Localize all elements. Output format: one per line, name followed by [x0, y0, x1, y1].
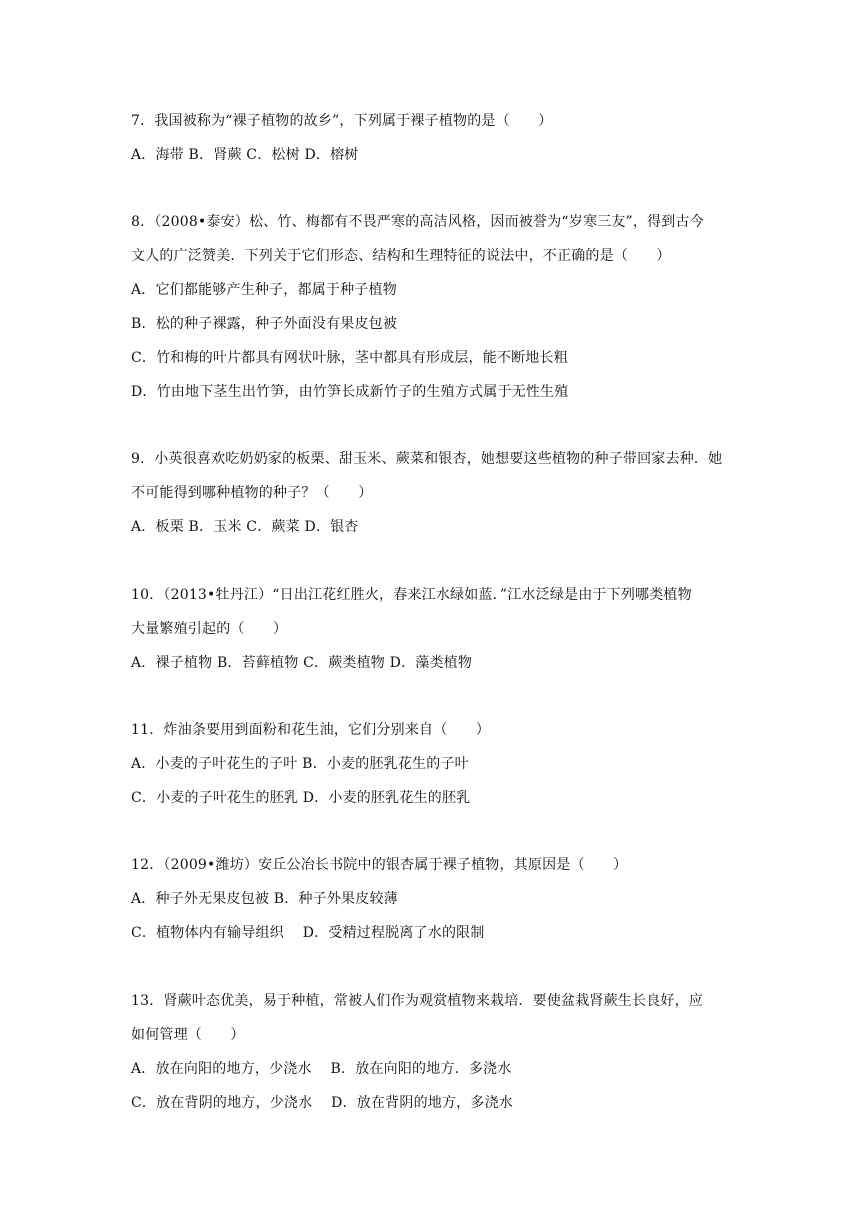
question-12-options-line-2: C．植物体内有输导组织 D．受精过程脱离了水的限制 — [131, 925, 485, 941]
question-13-options-line-2: C．放在背阴的地方，少浇水 D．放在背阴的地方，多浇水 — [131, 1095, 513, 1111]
question-13-stem-line-1: 13．肾蕨叶态优美，易于种植，常被人们作为观赏植物来栽培．要使盆栽肾蕨生长良好，应 — [131, 993, 704, 1009]
question-10-options: A．裸子植物 B．苔藓植物 C．蕨类植物 D．藻类植物 — [131, 655, 473, 671]
question-12-stem: 12．（2009•潍坊）安丘公冶长书院中的银杏属于裸子植物，其原因是（ ） — [131, 857, 628, 873]
question-8-stem-line-2: 文人的广泛赞美．下列关于它们形态、结构和生理特征的说法中，不正确的是（ ） — [131, 248, 671, 264]
question-8-stem-line-1: 8．（2008•泰安）松、竹、梅都有不畏严寒的高洁风格，因而被誉为“岁寒三友”，得到古今 — [131, 214, 704, 230]
question-13-options-line-1: A．放在向阳的地方，少浇水 B．放在向阳的地方．多浇水 — [131, 1061, 512, 1077]
question-7-stem: 7．我国被称为“裸子植物的故乡”，下列属于裸子植物的是（ ） — [131, 113, 553, 129]
question-11-stem: 11．炸油条要用到面粉和花生油，它们分别来自（ ） — [131, 722, 491, 738]
question-8-option-b: B．松的种子裸露，种子外面没有果皮包被 — [131, 316, 398, 332]
question-11-options-line-2: C．小麦的子叶花生的胚乳 D．小麦的胚乳花生的胚乳 — [131, 790, 471, 806]
question-8-option-c: C．竹和梅的叶片都具有网状叶脉，茎中都具有形成层，能不断地长粗 — [131, 350, 568, 366]
question-7-options: A．海带 B．肾蕨 C．松树 D．榕树 — [131, 147, 359, 163]
question-10-stem-line-1: 10．（2013•牡丹江）“日出江花红胜火，春来江水绿如蓝．”江水泛绿是由于下列哪类植物 — [131, 587, 692, 603]
question-8-option-d: D．竹由地下茎生出竹笋，由竹笋长成新竹子的生殖方式属于无性生殖 — [131, 384, 569, 400]
question-12-options-line-1: A．种子外无果皮包被 B．种子外果皮较薄 — [131, 891, 398, 907]
question-9-stem-line-1: 9．小英很喜欢吃奶奶家的板栗、甜玉米、蕨菜和银杏，她想要这些植物的种子带回家去种．她 — [131, 451, 723, 467]
question-11-options-line-1: A．小麦的子叶花生的子叶 B．小麦的胚乳花生的子叶 — [131, 756, 469, 772]
question-9-stem-line-2: 不可能得到哪种植物的种子？（ ） — [131, 485, 373, 501]
question-10-stem-line-2: 大量繁殖引起的（ ） — [131, 621, 288, 637]
question-8-option-a: A．它们都能够产生种子，都属于种子植物 — [131, 282, 397, 298]
question-13-stem-line-2: 如何管理（ ） — [131, 1027, 245, 1043]
question-9-options: A．板栗 B．玉米 C．蕨菜 D．银杏 — [131, 519, 359, 535]
